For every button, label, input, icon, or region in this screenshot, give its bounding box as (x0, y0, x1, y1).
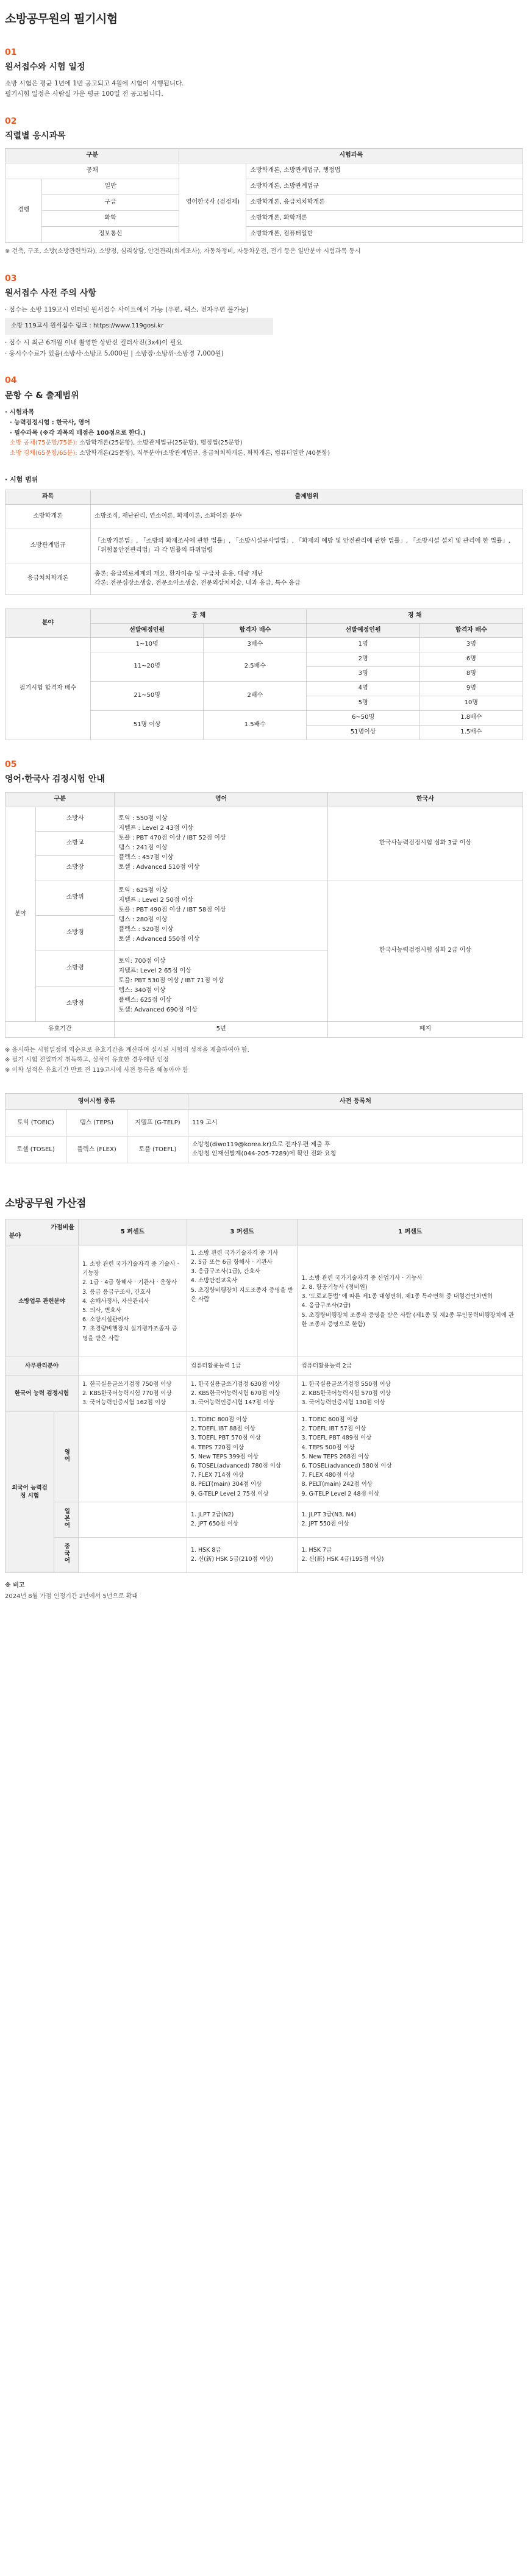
rate-g1m: 3배수 (204, 638, 307, 652)
register-table (5, 1093, 523, 1163)
bonus-r2-1: 컴퓨터활용능력 2급 (298, 1357, 523, 1375)
reg-teps: 텝스 (TEPS) (66, 1110, 127, 1136)
rate-k0b: 3명 (419, 638, 523, 652)
reg-th-reg: 사전 등록처 (188, 1094, 523, 1110)
cert-rank-3: 소방위 (36, 880, 115, 915)
cert-rank-2: 소방장 (36, 855, 115, 880)
subject-note: ※ 건축, 구조, 소방(소방관련학과), 소방정, 심리상담, 안전관리(회계조사), 자동차정비, 자동차운전, 전기 등은 일반분야 시험과목 동시 (5, 248, 361, 255)
rate-k2b: 8명 (419, 667, 523, 682)
s1-line-2: 필기시험 일정은 사람실 가운 평균 100일 전 공고됩니다. (5, 90, 163, 98)
bonus-r2-5 (79, 1357, 187, 1375)
cert-rank-1: 소방교 (36, 831, 115, 855)
range-th-range: 출제범위 (91, 490, 523, 505)
rate-g1: 1~10명 (91, 638, 204, 652)
rate-table (5, 608, 523, 740)
reg-email-b: 소방청 인재선발계(044-205-7289)에 확인 전화 요청 (192, 1150, 337, 1157)
rate-k6a: 51명이상 (307, 726, 419, 740)
bonus-cn-5 (79, 1537, 187, 1572)
rate-th-sel2: 선발예정인원 (307, 623, 419, 638)
rate-k3a: 4명 (307, 682, 419, 696)
s3-bullet-1: · 접수는 소방 119고시 인터넷 원서접수 사이트에서 가능 (우편, 팩스, 전자우편 불가능) (5, 306, 249, 314)
subject-row-gong: 공채 (5, 163, 179, 179)
subject-gong: 소방학개론, 소방관계법규, 행정법 (246, 163, 523, 179)
subject-il: 소방학개론, 소방관계법규 (246, 179, 523, 195)
subject-hwahak: 소방학개론, 화학개론 (246, 211, 523, 227)
rate-th-gyung: 경 채 (307, 609, 523, 624)
rate-th-mul1: 합격자 배수 (204, 623, 307, 638)
bonus-r1-5: 1. 소방 관련 국가기술자격 중 기술사 · 기능장 2. 1급 · 4급 항해사 · 기관사 · 운항사 3. 응급 응급구조사, 간호사 4. 손해사정사, 자산관리사 5. 의사, 변호사 6. 소방시설관리사 7. 초경량비행장치 실기평가조종자 증명을 받은 사람 (79, 1246, 187, 1357)
s4-l5-text: 소방학개론(25문항), 직무분야(소방관계법규, 응급처치학개론, 화학개론, 컴퓨터일반 /40문항) (77, 449, 330, 457)
range-r3-r1: 총론: 응급의료체계의 개요, 환자이송 및 구급차 운용, 대량 재난 (95, 571, 263, 578)
bonus-jp-3: 1. JLPT 2급(N2) 2. JPT 650점 이상 (187, 1502, 298, 1537)
bonus-cn-label: 중국어 (63, 1543, 70, 1565)
section-2-number: 02 (5, 116, 17, 126)
reg-tosel: 토셀 (TOSEL) (5, 1136, 66, 1163)
bonus-th-5: 5 퍼센트 (79, 1219, 187, 1246)
subject-row-gyung: 경행 (5, 179, 42, 243)
subject-row-hwahak: 화학 (42, 211, 179, 227)
section-1-number: 01 (5, 47, 17, 57)
bonus-r3: 한국어 능력 검정시험 (5, 1375, 79, 1411)
section-5-title: 영어·한국사 검정시험 안내 (5, 774, 105, 785)
s4-l3: · 필수과목 (※각 과목의 배점은 100점으로 한다.) (10, 429, 146, 437)
s4-l2: · 능력검정시험 : 한국사, 영어 (10, 419, 90, 427)
cert-valid-label: 유효기간 (5, 1021, 115, 1037)
reg-flex: 플렉스 (FLEX) (66, 1136, 127, 1163)
s3-bullet-2: · 접수 시 최근 6개월 이내 촬영한 상반신 컬러사진(3x4)이 필요 (5, 338, 182, 346)
subject-row-info: 정보통신 (42, 227, 179, 243)
cert-eng-3: 토익: 700점 이상 지텔프: Level 2 65점 이상 토플: PBT 530점 이상 / IBT 71점 이상 텝스: 340점 이상 플렉스: 625점 이상 토셀: Advanced 690점 이상 (115, 951, 328, 1021)
bonus-title: 소방공무원 가산점 (5, 1197, 86, 1210)
subject-row-gugeup: 구급 (42, 195, 179, 211)
subject-th-type: 구분 (5, 149, 179, 163)
rate-th-field: 분야 (5, 609, 91, 638)
subject-gugeup: 소방학개론, 응급처치학개론 (246, 195, 523, 211)
reg-gtelp: 지텔프 (G-TELP) (127, 1110, 188, 1136)
rate-k4b: 10명 (419, 696, 523, 711)
rate-k1a: 2명 (307, 652, 419, 667)
bonus-r3-1: 1. 한국실용글쓰기검정 550점 이상 2. KBS한국어능력시험 570점 이상 3. 국어능력인증시험 130점 이상 (298, 1375, 523, 1411)
subject-common: 영어한국사 (검정제) (179, 163, 246, 243)
cert-note-1: ※ 응시하는 시험일정의 역순으로 유효기간을 계산하며 실시된 시험의 성적을 제출하여야 함. (5, 1046, 249, 1054)
s4-l1: · 시험과목 (5, 409, 35, 416)
subject-th-subj: 시험과목 (179, 149, 523, 163)
s4-l4-text: 소방학개론(25문항), 소방관계법규(25문항), 행정법(25문항) (77, 440, 243, 447)
s4-l4-label: 소방 공채(75문항/75분): (10, 440, 77, 447)
section-3-title: 원서접수 사전 주의 사항 (5, 288, 96, 298)
rate-g4m: 1.5배수 (204, 711, 307, 740)
bonus-eng-5 (79, 1411, 187, 1502)
range-r3-r2: 각론: 전문심장소생술, 전문소아소생술, 전문외상처치술, 내과 응급, 특수 응급 (95, 579, 301, 587)
cert-eng-2: 토익 : 625점 이상 지텔프 : Level 2 50점 이상 토플 : PBT 490점 이상 / IBT 58점 이상 텝스 : 280점 이상 플렉스 : 520점 이상 토셀 : Advanced 550점 이상 (115, 880, 328, 951)
bonus-th-1: 1 퍼센트 (298, 1219, 523, 1246)
rate-k5b: 1.8배수 (419, 711, 523, 726)
cert-eng-1: 토익 : 550점 이상 지텔프 : Level 2 43점 이상 토플 : PBT 470점 이상 / IBT 52점 이상 텝스 : 241점 이상 플렉스 : 457점 이상 토셀 : Advanced 510점 이상 (115, 807, 328, 880)
cert-th-kor: 한국사 (328, 792, 523, 807)
bonus-th-3: 3 퍼센트 (187, 1219, 298, 1246)
bonus-r2-3: 컴퓨터활용능력 1급 (187, 1357, 298, 1375)
cert-th-type: 구분 (5, 792, 115, 807)
rate-k6b: 1.5배수 (419, 726, 523, 740)
bonus-table (5, 1219, 523, 1573)
cert-valid-eng: 5년 (115, 1021, 328, 1037)
cert-kor-2: 한국사능력검정시험 심화 2급 이상 (328, 880, 523, 1021)
cert-rank-0: 소방사 (36, 807, 115, 831)
range-r1-s: 소방학개론 (5, 505, 91, 529)
reg-119: 119 고시 (188, 1110, 523, 1136)
page-title: 소방공무원의 필기시험 (5, 12, 118, 26)
section-2-title: 직렬별 응시과목 (5, 130, 66, 141)
subject-row-il: 일반 (42, 179, 179, 195)
bonus-r1-3: 1. 소방 관련 국가기술자격 중 기사 2. 5급 또는 6급 항해사 · 기관사 3. 응급구조사(1급), 간호사 4. 소방안전교육사 5. 초경량비행장치 지도조종자 증명을 받은 사람 (187, 1246, 298, 1357)
rate-k1b: 6명 (419, 652, 523, 667)
bonus-jp-label: 일본어 (63, 1507, 70, 1529)
reg-toefl: 토플 (TOEFL) (127, 1136, 188, 1163)
bonus-th-corner (5, 1219, 79, 1246)
apply-link[interactable]: 소방 119고시 원서접수 링크 : https://www.119gosi.kr (5, 318, 273, 335)
bonus-r2: 사무관리분야 (5, 1357, 79, 1375)
section-4-title: 문항 수 & 출제범위 (5, 390, 79, 401)
bonus-eng (54, 1411, 79, 1502)
cert-kor-1: 한국사능력검정시험 심화 3급 이상 (328, 807, 523, 880)
rate-k2a: 3명 (307, 667, 419, 682)
cert-note-2: ※ 필기 시험 전일까지 취득하고, 성적이 유효한 경우에만 인정 (5, 1057, 169, 1064)
section-5-number: 05 (5, 760, 17, 770)
bonus-cn (54, 1537, 79, 1572)
cert-rank-6: 소방정 (36, 986, 115, 1021)
reg-th-type: 영어시험 종류 (5, 1094, 188, 1110)
subject-info: 소방학개론, 컴퓨터일반 (246, 227, 523, 243)
bonus-note-head: ※ 비고 (5, 1582, 25, 1589)
bonus-cn-1: 1. HSK 7급 2. 신(新) HSK 4급(195점 이상) (298, 1537, 523, 1572)
bonus-r1: 소방업무 관련분야 (5, 1246, 79, 1357)
bonus-r4: 외국어 능력검정 시험 (5, 1411, 54, 1572)
bonus-r3-3: 1. 한국실용글쓰기검정 630점 이상 2. KBS한국어능력시험 670점 이상 3. 국어능력인증시험 147점 이상 (187, 1375, 298, 1411)
rate-th-gong: 공 채 (91, 609, 307, 624)
subject-table (5, 148, 523, 243)
cert-valid-kor: 폐지 (328, 1021, 523, 1037)
bonus-th-rate: 가점비율 (51, 1224, 74, 1231)
bonus-eng-3: 1. TOEIC 800점 이상 2. TOEFL IBT 88점 이상 3. TOEFL PBT 570점 이상 4. TEPS 720점 이상 5. New TEPS 399점 이상 6. TOSEL(advanced) 780점 이상 7. FLEX 714점 이상 8. PELT(main) 304점 이상 9. G-TELP Level 2 75점 이상 (187, 1411, 298, 1502)
reg-email-a: 소방청(diwo119@korea.kr)으로 전자우편 제출 후 (192, 1141, 330, 1149)
bonus-cn-3: 1. HSK 8급 2. 신(新) HSK 5급(210점 이상) (187, 1537, 298, 1572)
range-th-subj: 과목 (5, 490, 91, 505)
rate-th-mul2: 합격자 배수 (419, 623, 523, 638)
reg-email (188, 1136, 523, 1163)
range-r2-r: 「소방기본법」, 「소방의 화재조사에 관한 법률」, 「소방시설공사업법」, 「화재의 예방 및 안전관리에 관한 법률」, 「소방시설 설치 및 관리에 한 법률」, 「위험물안전관리법」과 각 법률의 하위법령 (91, 529, 523, 563)
bonus-note: 2024년 8월 가점 인정기간 2년에서 5년으로 확대 (5, 1593, 138, 1600)
bonus-jp-5 (79, 1502, 187, 1537)
range-r1-r: 소방조직, 재난관리, 연소이론, 화재이론, 소화이론 분야 (91, 505, 523, 529)
section-3-number: 03 (5, 273, 17, 284)
s4-l5-label: 소방 경채(65문항/65분): (10, 449, 77, 457)
bonus-jp-1: 1. JLPT 3급(N3, N4) 2. JPT 550점 이상 (298, 1502, 523, 1537)
range-r3-s: 응급처치학개론 (5, 563, 91, 595)
cert-rank-5: 소방령 (36, 951, 115, 986)
rate-g2m: 2.5배수 (204, 652, 307, 682)
rate-k5a: 6~50명 (307, 711, 419, 726)
rate-g2: 11~20명 (91, 652, 204, 682)
rate-g4: 51명 이상 (91, 711, 204, 740)
cert-area: 분야 (5, 807, 36, 1021)
range-head: · 시험 범위 (5, 476, 38, 484)
bonus-eng-label: 영어 (63, 1448, 70, 1463)
bonus-eng-1: 1. TOEIC 600점 이상 2. TOEFL IBT 57점 이상 3. TOEFL PBT 489점 이상 4. TEPS 500점 이상 5. New TEPS 268점 이상 6. TOSEL(advanced) 580점 이상 7. FLEX 480점 이상 8. PELT(main) 242점 이상 9. G-TELP Level 2 48점 이상 (298, 1411, 523, 1502)
bonus-r3-5: 1. 한국실용글쓰기검정 750점 이상 2. KBS한국어능력시험 770점 이상 3. 국어능력인증시험 162점 이상 (79, 1375, 187, 1411)
bonus-jp (54, 1502, 79, 1537)
range-table (5, 490, 523, 595)
rate-k0a: 1명 (307, 638, 419, 652)
s3-bullet-3: · 응시수수료가 있음(소방사·소방교 5,000원 | 소방장·소방위·소방경 7,000원) (5, 350, 224, 358)
range-r2-s: 소방관계법규 (5, 529, 91, 563)
cert-table (5, 792, 523, 1038)
rate-k3b: 9명 (419, 682, 523, 696)
cert-note-3: ※ 이학 성적은 유효기간 만료 전 119고시에 사전 등록을 해놓아야 함 (5, 1066, 188, 1074)
range-r3-r (91, 563, 523, 595)
s4-l4 (10, 439, 523, 448)
rate-g3m: 2배수 (204, 682, 307, 711)
section-4-number: 04 (5, 376, 17, 386)
reg-toeic: 토익 (TOEIC) (5, 1110, 66, 1136)
rate-g3: 21~50명 (91, 682, 204, 711)
rate-field: 필기시험 합격자 배수 (5, 638, 91, 740)
cert-th-eng: 영어 (115, 792, 328, 807)
bonus-th-field: 분야 (9, 1233, 21, 1240)
rate-th-sel1: 선발예정인원 (91, 623, 204, 638)
s1-line-1: 소방 시험은 평균 1년에 1번 공고되고 4월에 시험이 시행됩니다. (5, 80, 184, 88)
section-1-title: 원서접수와 시험 일정 (5, 62, 85, 72)
rate-k4a: 5명 (307, 696, 419, 711)
s4-l5 (10, 449, 523, 458)
bonus-r1-1: 1. 소방 관련 국가기술자격 중 산업기사 · 기능사 2. 8. 항공기능사 (정비원) 3. '도로교통법' 에 따른 제1종 대형면허, 제1종 특수면허 중 대형견인차면허 4. 응급구조사(2급) 5. 초경량비행장치 조종자 증명을 받은 사람 (제1종 및 제2종 무인동력비행장치에 관한 조종자 증명으로 한함) (298, 1246, 523, 1357)
cert-rank-4: 소방경 (36, 915, 115, 951)
